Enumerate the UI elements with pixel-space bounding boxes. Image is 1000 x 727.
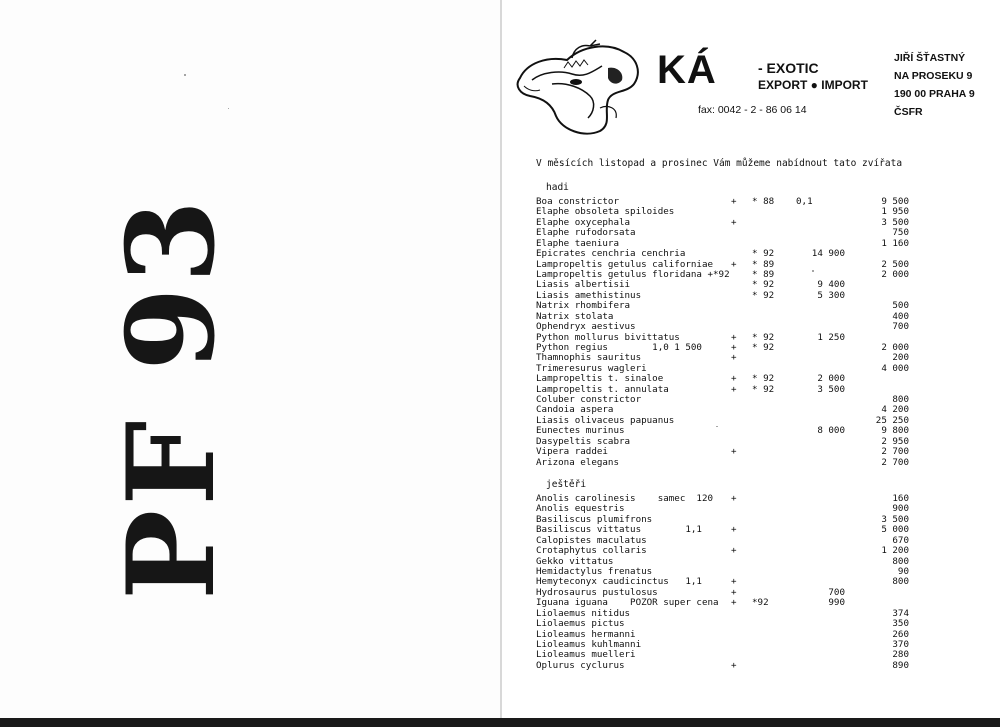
row-col-e: 350 — [892, 618, 909, 629]
row-col-e: 800 — [892, 394, 909, 405]
row-col-e: 2 700 — [881, 446, 909, 458]
price-row — [0, 425, 1000, 436]
row-col-a: + — [731, 576, 737, 588]
species-name: Dasypeltis scabra — [536, 435, 631, 447]
price-row — [0, 300, 1000, 311]
row-col-e: 2 000 — [881, 341, 909, 353]
price-row — [0, 639, 1000, 650]
species-name: Eunectes murinus — [536, 425, 625, 437]
price-row — [0, 524, 1000, 535]
price-row — [0, 649, 1000, 660]
price-row — [0, 545, 1000, 556]
row-col-b: * 89 — [752, 258, 775, 270]
species-name: Crotaphytus collaris — [536, 545, 647, 557]
row-col-e: 280 — [892, 649, 909, 661]
species-name: Hemidactylus frenatus — [536, 565, 653, 577]
address-line: 190 00 PRAHA 9 — [894, 88, 975, 100]
price-row — [0, 493, 1000, 504]
row-col-a: + — [731, 196, 737, 207]
row-col-e: 800 — [892, 576, 909, 588]
row-col-b: * 89 — [752, 268, 775, 280]
species-name: Oplurus cyclurus — [536, 659, 625, 671]
row-col-d: 14 900 — [811, 248, 845, 260]
row-col-a: + — [731, 352, 737, 364]
price-row — [0, 206, 1000, 217]
species-name: Liasis amethistinus — [536, 289, 642, 301]
row-col-b: * 92 — [752, 341, 775, 353]
species-name: Hemyteconyx caudicinctus 1,1 — [536, 576, 702, 588]
species-name: Arizona elegans — [536, 456, 619, 468]
company-tagline-exotic: - EXOTIC — [758, 60, 819, 76]
price-row — [0, 363, 1000, 374]
price-row — [0, 373, 1000, 384]
scan-bottom-edge — [0, 718, 1000, 727]
species-name: Thamnophis sauritus — [536, 352, 642, 364]
row-col-d: 8 000 — [817, 425, 845, 437]
price-row — [0, 457, 1000, 468]
row-col-e: 700 — [892, 321, 909, 332]
row-col-a: + — [731, 373, 737, 385]
row-col-d: 5 300 — [817, 289, 845, 301]
species-name: Anolis carolinesis samec 120 — [536, 493, 714, 504]
row-col-a: + — [731, 258, 737, 270]
price-row — [0, 238, 1000, 249]
row-col-e: 90 — [897, 565, 909, 577]
row-col-e: 5 000 — [881, 524, 909, 536]
price-row — [0, 587, 1000, 598]
species-name: Elaphe obsoleta spiloides — [536, 206, 675, 218]
row-col-e: 9 500 — [881, 196, 909, 207]
species-name: Python regius 1,0 1 500 — [536, 341, 702, 353]
price-row — [0, 556, 1000, 567]
species-name: Basiliscus plumifrons — [536, 513, 653, 525]
address-line: JIŘÍ ŠŤASTNÝ — [894, 52, 966, 64]
row-col-e: 25 250 — [875, 414, 909, 426]
species-name: Liasis albertisii — [536, 279, 631, 291]
row-col-e: 160 — [892, 493, 909, 504]
row-col-e: 1 160 — [881, 237, 909, 249]
row-col-e: 3 500 — [881, 513, 909, 525]
species-name: Calopistes maculatus — [536, 534, 647, 546]
row-col-e: 3 500 — [881, 216, 909, 228]
species-name: Basiliscus vittatus 1,1 — [536, 524, 702, 536]
price-row — [0, 332, 1000, 343]
row-col-a: + — [731, 586, 737, 598]
species-name: Ophendryx aestivus — [536, 321, 636, 332]
species-name: Liolaemus pictus — [536, 618, 625, 629]
scan-speck — [716, 426, 718, 427]
price-row — [0, 566, 1000, 577]
row-col-e: 4 000 — [881, 362, 909, 374]
row-col-e: 370 — [892, 638, 909, 650]
row-col-a: + — [731, 659, 737, 671]
species-name: Liasis olivaceus papuanus — [536, 414, 675, 426]
row-col-e: 500 — [892, 300, 909, 312]
row-col-a: + — [731, 597, 737, 609]
row-col-a: + — [731, 341, 737, 353]
row-col-e: 670 — [892, 534, 909, 546]
row-col-d: 700 — [828, 586, 845, 598]
species-name: Vipera raddei — [536, 446, 608, 458]
row-col-c: 0,1 — [796, 196, 813, 207]
price-row — [0, 446, 1000, 457]
row-col-e: 2 700 — [881, 456, 909, 468]
price-row — [0, 503, 1000, 514]
price-row — [0, 535, 1000, 546]
price-row — [0, 436, 1000, 447]
price-row — [0, 352, 1000, 363]
price-row — [0, 311, 1000, 322]
row-col-e: 1 200 — [881, 545, 909, 557]
row-col-e: 400 — [892, 310, 909, 322]
species-name: Natrix stolata — [536, 310, 614, 322]
row-col-e: 260 — [892, 628, 909, 640]
scan-speck — [228, 108, 229, 109]
row-col-a: + — [731, 493, 737, 504]
price-row — [0, 514, 1000, 525]
row-col-a: + — [731, 216, 737, 228]
row-col-b: * 92 — [752, 373, 775, 385]
species-name: Python mollurus bivittatus — [536, 331, 680, 343]
price-row — [0, 248, 1000, 259]
scan-speck — [812, 270, 814, 272]
species-name: Elaphe rufodorsata — [536, 227, 636, 239]
price-row — [0, 279, 1000, 290]
row-col-b: * 92 — [752, 331, 775, 343]
pf93-greeting: PF 93 — [101, 195, 242, 600]
row-col-e: 1 950 — [881, 206, 909, 218]
price-row — [0, 259, 1000, 270]
species-name: Iguana iguana POZOR super cena — [536, 597, 719, 609]
row-col-e: 900 — [892, 503, 909, 515]
price-row — [0, 227, 1000, 238]
row-col-d: 3 500 — [817, 383, 845, 395]
price-row — [0, 576, 1000, 587]
section-heading: hadi — [546, 182, 569, 193]
species-name: Anolis equestris — [536, 503, 625, 515]
row-col-b: * 92 — [752, 248, 775, 260]
section-heading: ještěři — [546, 479, 587, 490]
row-col-a: + — [731, 383, 737, 395]
row-col-e: 9 800 — [881, 425, 909, 437]
price-row — [0, 394, 1000, 405]
row-col-b: * 88 — [752, 196, 775, 207]
species-name: Elaphe oxycephala — [536, 216, 631, 228]
row-col-b: *92 — [752, 597, 769, 609]
price-row — [0, 342, 1000, 353]
row-col-d: 9 400 — [817, 279, 845, 291]
address-line: ČSFR — [894, 106, 923, 118]
row-col-d: 2 000 — [817, 373, 845, 385]
address-line: NA PROSEKU 9 — [894, 70, 973, 82]
row-col-b: * 92 — [752, 383, 775, 395]
row-col-d: 990 — [828, 597, 845, 609]
species-name: Lioleamus muelleri — [536, 649, 636, 661]
species-name: Boa constrictor — [536, 196, 619, 207]
price-row — [0, 618, 1000, 629]
row-col-e: 2 500 — [881, 258, 909, 270]
price-row — [0, 269, 1000, 280]
price-row — [0, 290, 1000, 301]
species-name: Epicrates cenchria cenchria — [536, 248, 686, 260]
snake-logo — [512, 38, 647, 138]
row-col-e: 890 — [892, 659, 909, 671]
company-tagline-export: EXPORT ● IMPORT — [758, 78, 868, 92]
species-name: Lioleamus kuhlmanni — [536, 638, 642, 650]
species-name: Liolaemus nitidus — [536, 607, 631, 619]
price-row — [0, 608, 1000, 619]
row-col-a: + — [731, 331, 737, 343]
price-row — [0, 217, 1000, 228]
row-col-a: + — [731, 545, 737, 557]
species-name: Lampropeltis getulus californiae — [536, 258, 714, 270]
fax-number: fax: 0042 - 2 - 86 06 14 — [698, 104, 807, 116]
row-col-a: + — [731, 446, 737, 458]
price-row — [0, 660, 1000, 671]
row-col-e: 374 — [892, 607, 909, 619]
species-name: Lampropeltis t. sinaloe — [536, 373, 664, 385]
species-name: Elaphe taeniura — [536, 237, 619, 249]
row-col-e: 2 950 — [881, 435, 909, 447]
row-col-b: * 92 — [752, 289, 775, 301]
price-row — [0, 629, 1000, 640]
species-name: Lioleamus hermanni — [536, 628, 636, 640]
species-name: Lampropeltis getulus floridana +*92 — [536, 268, 730, 280]
species-name: Gekko vittatus — [536, 555, 614, 567]
scan-speck — [184, 74, 186, 76]
row-col-b: * 92 — [752, 279, 775, 291]
price-row — [0, 415, 1000, 426]
species-name: Lampropeltis t. annulata — [536, 383, 669, 395]
species-name: Hydrosaurus pustulosus — [536, 586, 658, 598]
row-col-e: 800 — [892, 555, 909, 567]
price-row — [0, 196, 1000, 207]
row-col-a: + — [731, 524, 737, 536]
row-col-e: 750 — [892, 227, 909, 239]
species-name: Natrix rhombifera — [536, 300, 631, 312]
species-name: Trimeresurus wagleri — [536, 362, 647, 374]
row-col-e: 2 000 — [881, 268, 909, 280]
species-name: Candoia aspera — [536, 404, 614, 416]
species-name: Coluber constrictor — [536, 394, 642, 405]
row-col-e: 4 200 — [881, 404, 909, 416]
intro-text: V měsících listopad a prosinec Vám můžeme nabídnout tato zvířata — [536, 158, 903, 169]
price-row — [0, 597, 1000, 608]
row-col-d: 1 250 — [817, 331, 845, 343]
company-name: KÁ — [657, 48, 717, 92]
price-row — [0, 404, 1000, 415]
price-row — [0, 384, 1000, 395]
price-row — [0, 321, 1000, 332]
row-col-e: 200 — [892, 352, 909, 364]
